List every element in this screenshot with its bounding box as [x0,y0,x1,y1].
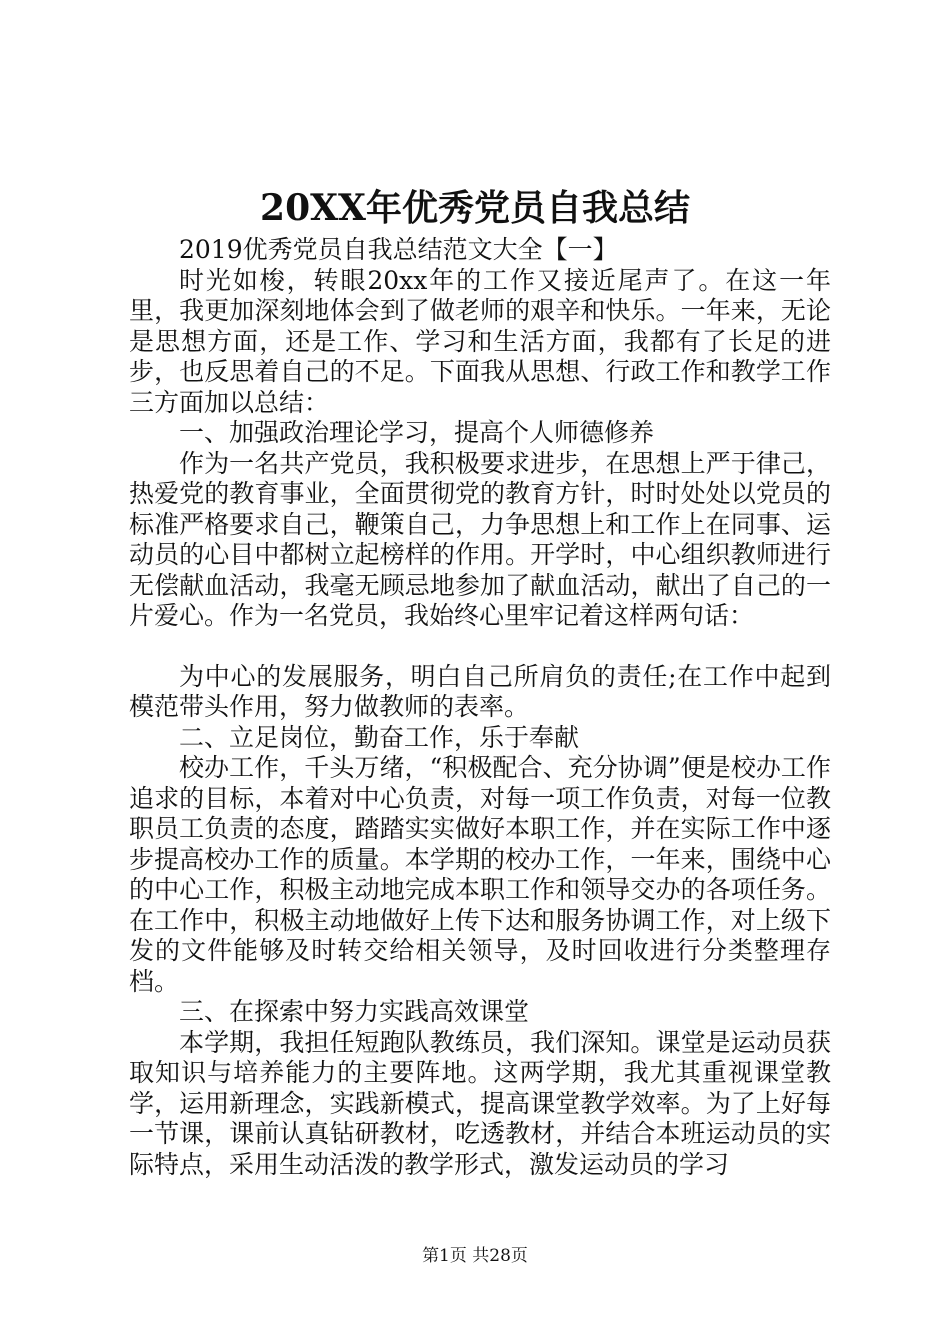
section-heading-3: 三、在探索中努力实践高效课堂 [179,997,530,1026]
page-footer: 第1页 共28页 [422,1246,528,1266]
paragraph-subtitle: 2019优秀党员自我总结范文大全【一】 [179,235,618,264]
paragraph-section-2: 校办工作，千头万绪，“积极配合、充分协调”便是校办工作追求的目标，本着对中心负责，对每一项工作负责，对每一位教职员工负责的态度，踏踏实实做好本职工作，并在实际工作中逐步提高校办工作的质量。本学期的校办工作，一年来，围绕中心的中心工作，积极主动地完成本职工作和领导交办的各项任务。在工作中，积极主动地做好上传下达和服务协调工作，对上级下发的文件能够及时转交给相关领导，及时回收进行分类整理存档。 [129,753,831,996]
paragraph-gap [129,632,831,662]
section-heading-2: 二、立足岗位，勤奋工作，乐于奉献 [179,722,580,752]
paragraph-section-1: 作为一名共产党员，我积极要求进步，在思想上严于律己，热爱党的教育事业，全面贯彻党的教育方针，时时处处以党员的标准严格要求自己，鞭策自己，力争思想上和工作上在同事、运动员的心目中都树立起榜样的作用。开学时，中心组织教师进行无偿献血活动，我毫无顾忌地参加了献血活动，献出了自己的一片爱心。作为一名党员，我始终心里牢记着这样两句话： [129,448,831,630]
paragraph-intro: 时光如梭，转眼20xx年的工作又接近尾声了。在这一年里，我更加深刻地体会到了做老师的艰辛和快乐。一年来，无论是思想方面，还是工作、学习和生活方面，我都有了长足的进步，也反思着自己的不足。下面我从思想、行政工作和教学工作三方面加以总结： [129,265,831,417]
document-body [129,235,831,1180]
paragraph-section-1-cont: 为中心的发展服务，明白自己所肩负的责任;在工作中起到模范带头作用，努力做教师的表率。 [129,661,831,721]
document-title: 20XX年优秀党员自我总结 [260,187,690,229]
paragraph-section-3: 本学期，我担任短跑队教练员，我们深知。课堂是运动员获取知识与培养能力的主要阵地。这两学期，我尤其重视课堂教学，运用新理念，实践新模式，提高课堂教学效率。为了上好每一节课，课前认真钻研教材，吃透教材，并结合本班运动员的实际特点，采用生动活泼的教学形式，激发运动员的学习 [129,1027,831,1179]
section-heading-1: 一、加强政治理论学习，提高个人师德修养 [179,418,655,447]
